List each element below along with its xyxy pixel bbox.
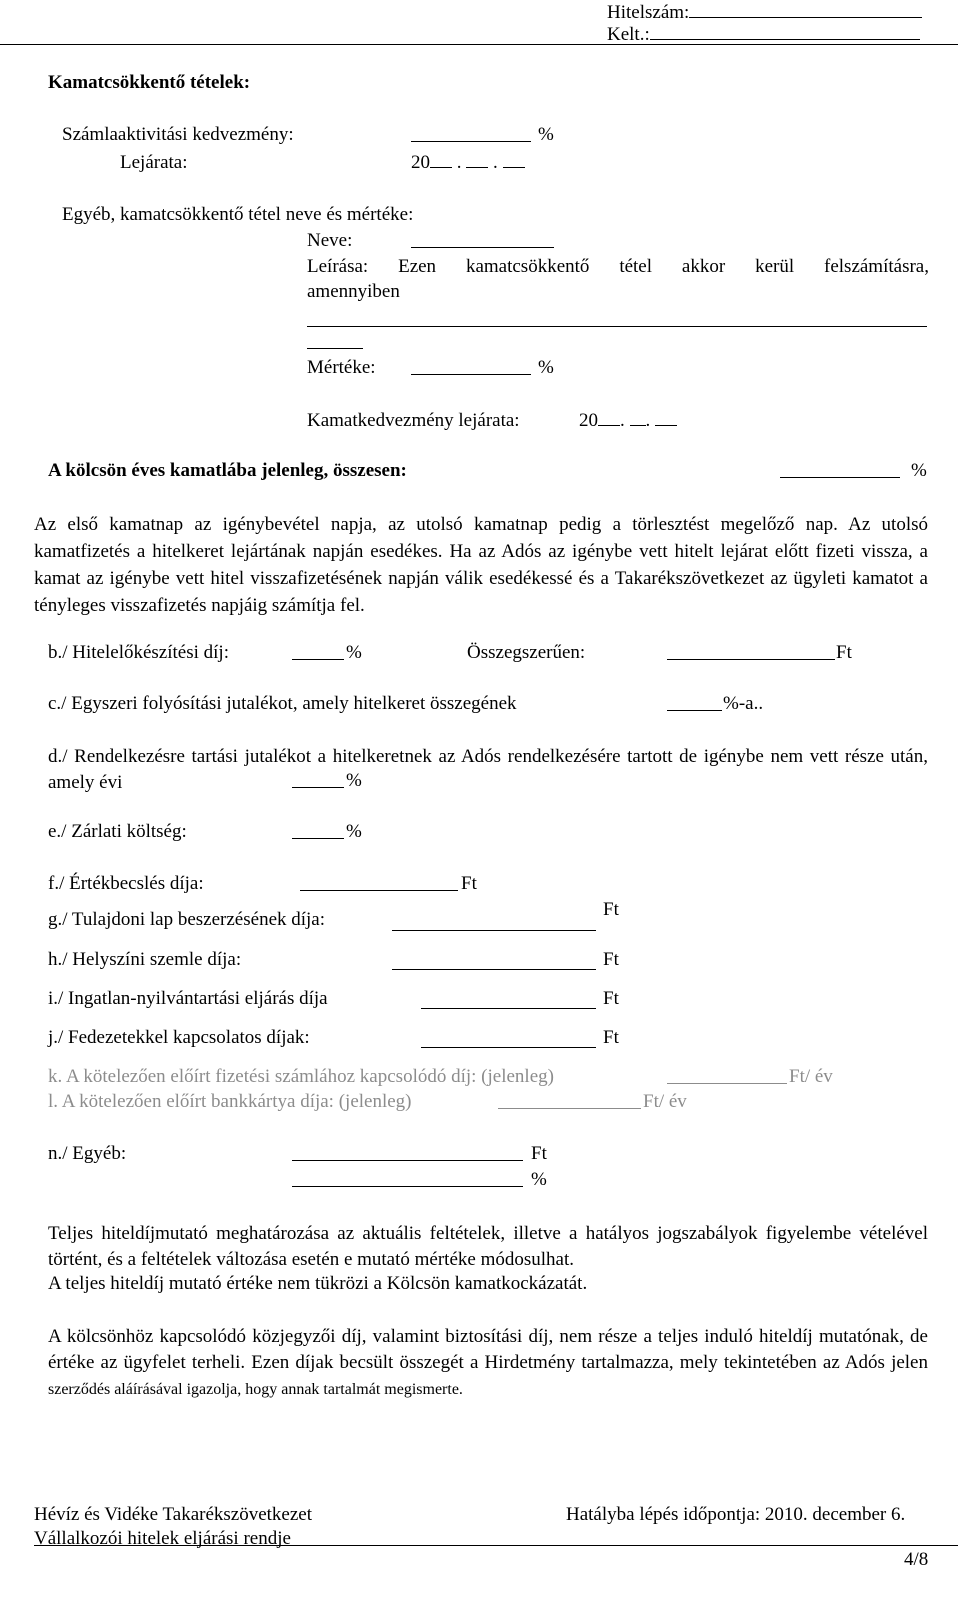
header-rule [0, 44, 958, 45]
footer-effective-date: Hatályba lépés időpontja: 2010. december 6. [566, 1504, 906, 1525]
fee-c-suffix: %-a.. [723, 693, 764, 714]
fee-h-label: h./ Helyszíni szemle díja: [48, 949, 242, 970]
fee-n-label: n./ Egyéb: [48, 1143, 127, 1164]
egyeb-leirasa-line2: amennyiben [307, 281, 400, 302]
fee-l-suffix: Ft/ év [643, 1091, 687, 1112]
fee-c-blank[interactable] [667, 695, 722, 711]
fee-i-label: i./ Ingatlan-nyilvántartási eljárás díja [48, 988, 328, 1009]
fee-b-sum-blank[interactable] [667, 644, 835, 660]
hitelszam-blank[interactable] [689, 2, 922, 18]
fee-h-ft: Ft [603, 949, 619, 970]
fee-h-blank[interactable] [392, 954, 596, 970]
fee-b-label: b./ Hitelelőkészítési díj: [48, 642, 229, 663]
fee-k-suffix: Ft/ év [789, 1066, 833, 1087]
fee-n-blank[interactable] [292, 1145, 523, 1161]
month-blank[interactable] [630, 410, 646, 426]
egyeb-leirasa-line1: Leírása: Ezen kamatcsökkentő tétel akkor kerül felszámításra, [307, 256, 929, 277]
month-blank[interactable] [466, 152, 488, 168]
fee-i-blank[interactable] [421, 993, 596, 1009]
kelt-blank[interactable] [650, 24, 920, 40]
egyeb-leirasa-blank-2[interactable] [307, 333, 363, 349]
kozjegyzo-text-a: A kölcsönhöz kapcsolódó közjegyzői díj, valamint biztosítási díj, nem része a teljes induló hiteldíj mutatónak, de értéke az ügyfelet terheli. Ezen díjak becsült összegét a Hirdetmény tartalmazza, mely tekintetében az Adós jelen [48, 1326, 928, 1373]
szamla-pct: % [538, 124, 554, 145]
egyeb-lejarata-date: 20 . . [579, 410, 677, 433]
hitelszam-label: Hitelszám: [607, 2, 690, 23]
kelt-label: Kelt.: [607, 24, 650, 45]
fee-g-label: g./ Tulajdoni lap beszerzésének díja: [48, 909, 326, 930]
fee-c-label: c./ Egyszeri folyósítási jutalékot, amely hitelkeret összegének [48, 693, 517, 714]
hitelszam-field [607, 2, 922, 25]
fee-j-label: j./ Fedezetekkel kapcsolatos díjak: [48, 1027, 310, 1048]
egyeb-merteke-blank[interactable] [411, 359, 531, 375]
fee-b-pct: % [346, 642, 362, 663]
fee-g-blank[interactable] [392, 915, 596, 931]
szamla-label: Számlaaktivitási kedvezmény: [62, 124, 294, 145]
fee-k-label: k. A kötelezően előírt fizetési számlához kapcsolódó díj: (jelenleg) [48, 1066, 554, 1087]
fee-j-ft: Ft [603, 1027, 619, 1048]
fee-d-blank[interactable] [292, 772, 344, 788]
osszesen-pct: % [911, 460, 927, 481]
egyeb-neve-label: Neve: [307, 230, 353, 251]
egyeb-merteke-pct: % [538, 357, 554, 378]
kozjegyzo-paragraph [48, 1324, 928, 1403]
fee-f-label: f./ Értékbecslés díja: [48, 873, 204, 894]
fee-e-label: e./ Zárlati költség: [48, 821, 187, 842]
fee-e-pct: % [346, 821, 362, 842]
kamat-paragraph: Az első kamatnap az igénybevétel napja, az utolsó kamatnap pedig a törlesztést megelőző nap. Az utolsó kamatfizetés a hitelkeret lejártának napján esedékes. Ha az Adós az igénybe vett hitelt lejárat előtt fizeti vissza, a kamat az igénybe vett hitel visszafizetésének napján válik esedékessé és a Takarékszövetkezet az ügyleti kamatot a tényleges visszafizetés napjáig számítja fel. [34, 514, 928, 616]
fee-g-ft: Ft [603, 899, 619, 920]
fee-b-blank[interactable] [292, 644, 344, 660]
szamla-lejarata-label: Lejárata: [120, 152, 188, 173]
fee-l-label: l. A kötelezően előírt bankkártya díja: (jelenleg) [48, 1091, 412, 1112]
fee-n-ft: Ft [531, 1143, 547, 1164]
kozjegyzo-text-b: szerződés aláírásával igazolja, hogy annak tartalmát megismerte. [48, 1381, 463, 1398]
day-blank[interactable] [655, 410, 677, 426]
year-blank[interactable] [430, 152, 452, 168]
egyeb-neve-blank[interactable] [411, 232, 554, 248]
egyeb-merteke-label: Mértéke: [307, 357, 376, 378]
thm-paragraph-2: A teljes hiteldíj mutató értéke nem tükrözi a Kölcsön kamatkockázatát. [48, 1273, 588, 1294]
egyeb-label: Egyéb, kamatcsökkentő tétel neve és mértéke: [62, 204, 414, 225]
osszesen-label: A kölcsön éves kamatlába jelenleg, összesen: [48, 460, 407, 481]
fee-n-pct: % [531, 1169, 547, 1190]
footer-institution: Hévíz és Vidéke Takarékszövetkezet [34, 1504, 313, 1525]
fee-b-sum-label: Összegszerűen: [467, 642, 586, 663]
szamla-lejarata-date: 20 . . [411, 152, 525, 175]
fee-k-blank[interactable] [667, 1068, 787, 1084]
osszesen-blank[interactable] [780, 462, 900, 478]
fee-n-blank-2[interactable] [292, 1171, 523, 1187]
egyeb-leirasa-blank[interactable] [307, 311, 927, 327]
egyeb-lejarata-label: Kamatkedvezmény lejárata: [307, 410, 520, 431]
fee-f-ft: Ft [461, 873, 477, 894]
fee-j-blank[interactable] [421, 1032, 596, 1048]
fee-d-pct: % [346, 770, 362, 791]
fee-i-ft: Ft [603, 988, 619, 1009]
fee-b-ft: Ft [836, 642, 852, 663]
fee-e-blank[interactable] [292, 823, 344, 839]
fee-l-blank[interactable] [498, 1093, 641, 1109]
day-blank[interactable] [503, 152, 525, 168]
thm-paragraph-1: Teljes hiteldíjmutató meghatározása az aktuális feltételek, illetve a hatályos jogszabályok figyelembe vételével történt, és a feltételek változása esetén e mutató mértéke módosulhat. [48, 1223, 928, 1270]
szamla-blank[interactable] [411, 126, 531, 142]
fee-d-text: d./ Rendelkezésre tartási jutalékot a hitelkeretnek az Adós rendelkezésére tartott de igénybe nem vett része után, amely évi [48, 746, 928, 793]
year-blank[interactable] [598, 410, 620, 426]
section-title: Kamatcsökkentő tételek: [48, 72, 251, 93]
page-number: 4/8 [904, 1549, 929, 1570]
footer-document-title: Vállalkozói hitelek eljárási rendje [34, 1528, 291, 1549]
fee-f-blank[interactable] [300, 875, 458, 891]
